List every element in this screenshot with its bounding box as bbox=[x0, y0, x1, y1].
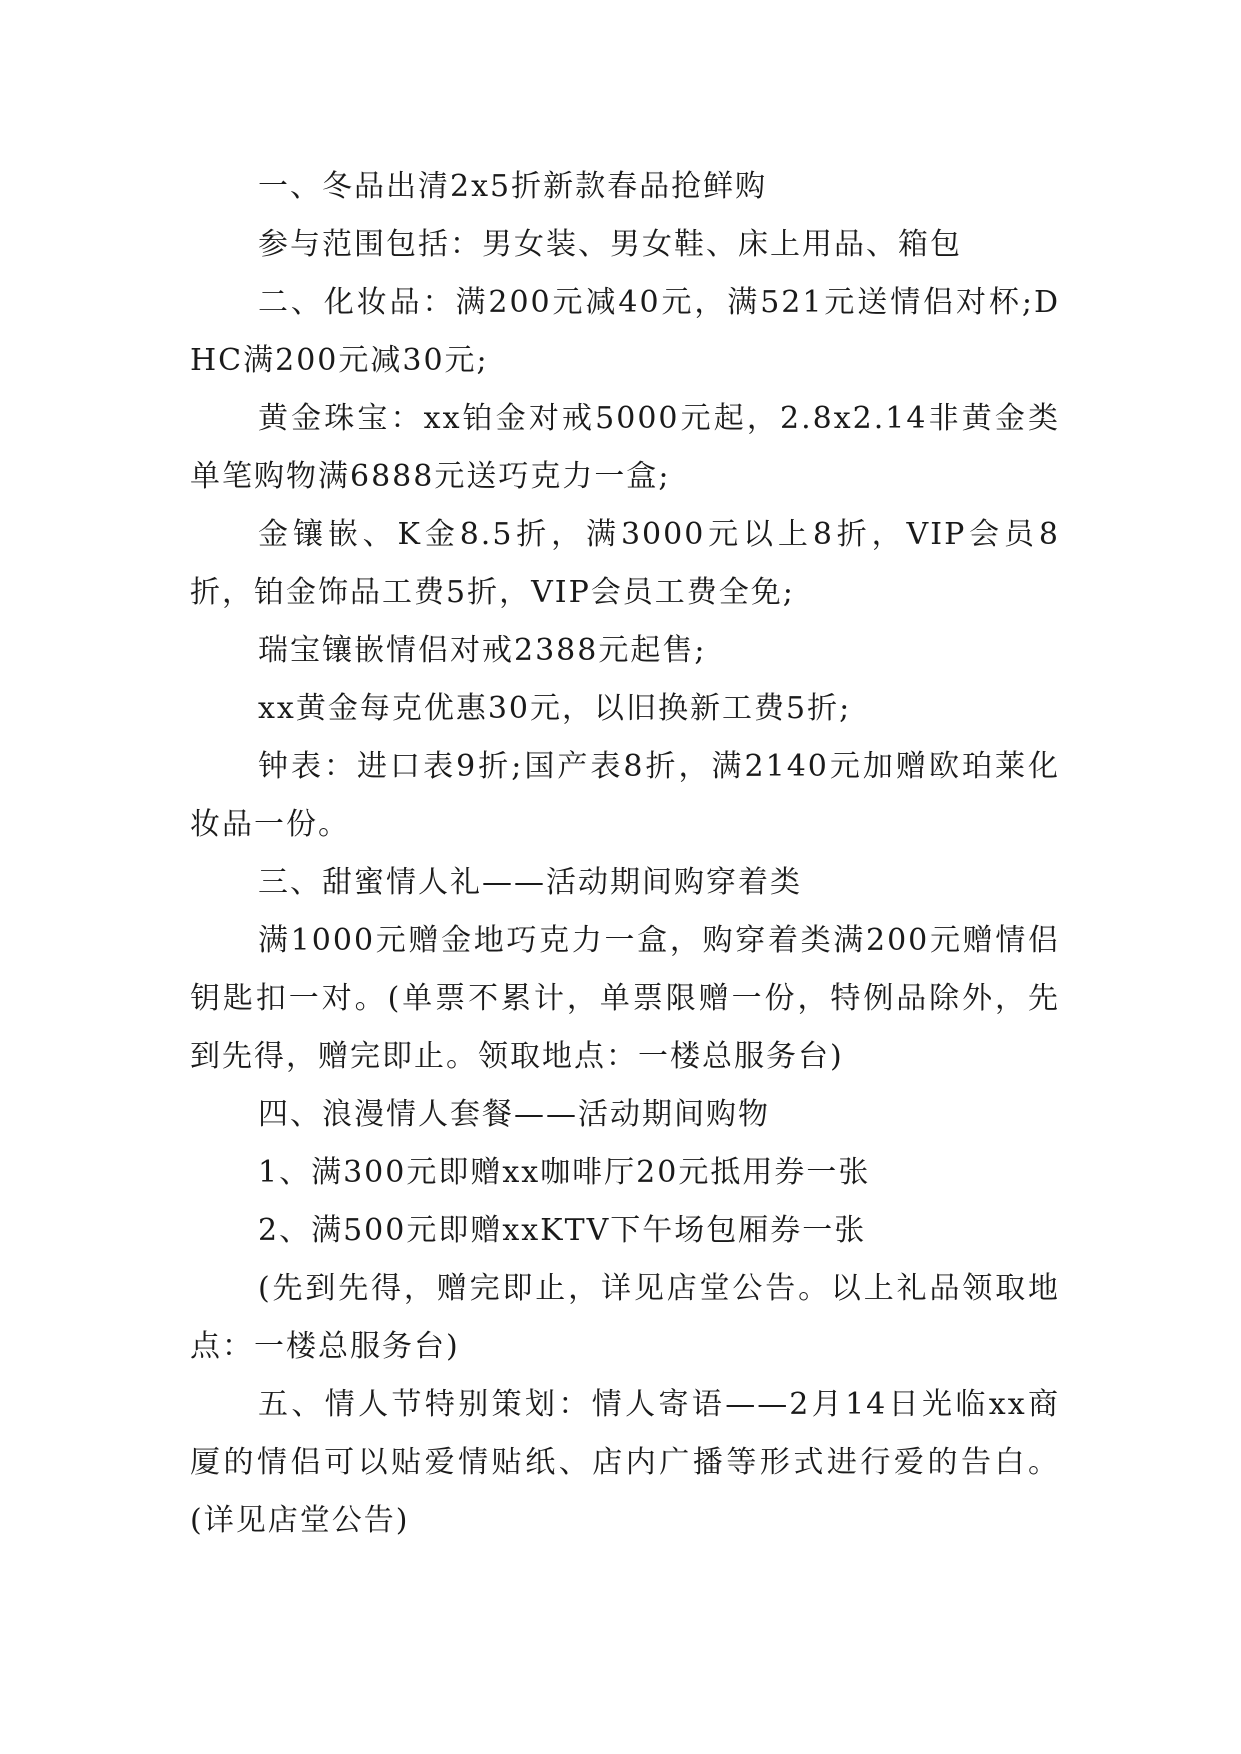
paragraph-scope: 参与范围包括：男女装、男女鞋、床上用品、箱包 bbox=[258, 227, 962, 262]
paragraph-ruibao-rings: 瑞宝镶嵌情侣对戒2388元起售; bbox=[258, 633, 707, 668]
paragraph-section-3-title: 三、甜蜜情人礼——活动期间购穿着类 bbox=[258, 865, 802, 900]
paragraph-gold-per-gram: xx黄金每克优惠30元，以旧换新工费5折; bbox=[258, 691, 852, 726]
document-body bbox=[190, 158, 1060, 1550]
paragraph-gold-inlay: 金镶嵌、K金8.5折，满3000元以上8折，VIP会员8折，铂金饰品工费5折，VIP会员工费全免; bbox=[190, 517, 1060, 610]
paragraph-section-4-title: 四、浪漫情人套餐——活动期间购物 bbox=[258, 1097, 770, 1132]
paragraph-section-4-note: (先到先得，赠完即止，详见店堂公告。以上礼品领取地点：一楼总服务台) bbox=[190, 1271, 1060, 1364]
paragraph-section-5: 五、情人节特别策划：情人寄语——2月14日光临xx商厦的情侣可以贴爱情贴纸、店内广播等形式进行爱的告白。(详见店堂公告) bbox=[190, 1387, 1060, 1538]
paragraph-section-2-cosmetics: 二、化妆品：满200元减40元，满521元送情侣对杯;DHC满200元减30元; bbox=[190, 285, 1060, 378]
paragraph-watches: 钟表：进口表9折;国产表8折，满2140元加赠欧珀莱化妆品一份。 bbox=[190, 749, 1060, 842]
paragraph-section-3-details: 满1000元赠金地巧克力一盒，购穿着类满200元赠情侣钥匙扣一对。(单票不累计，单票限赠一份，特例品除外，先到先得，赠完即止。领取地点：一楼总服务台) bbox=[190, 923, 1060, 1074]
paragraph-gold-jewelry: 黄金珠宝：xx铂金对戒5000元起，2.8x2.14非黄金类单笔购物满6888元送巧克力一盒; bbox=[190, 401, 1060, 494]
paragraph-section-4-item-2: 2、满500元即赠xxKTV下午场包厢券一张 bbox=[258, 1213, 867, 1248]
paragraph-section-4-item-1: 1、满300元即赠xx咖啡厅20元抵用券一张 bbox=[258, 1155, 871, 1190]
paragraph-section-1-title: 一、冬品出清2x5折新款春品抢鲜购 bbox=[258, 169, 768, 204]
